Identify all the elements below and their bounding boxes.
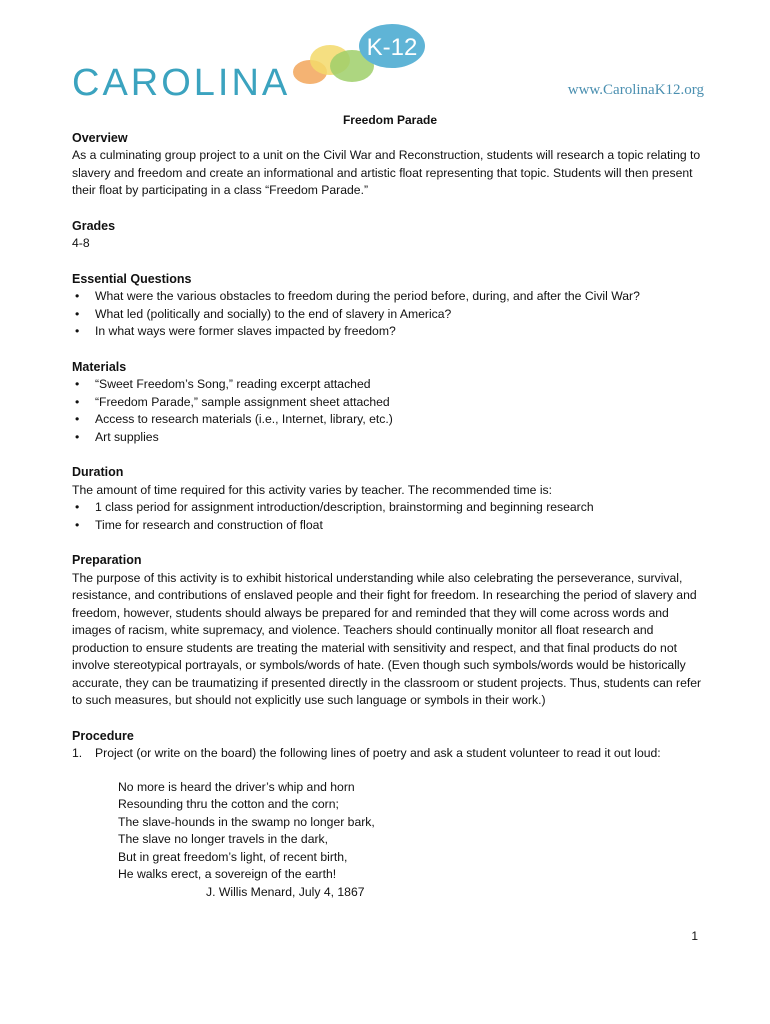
poem-attribution: J. Willis Menard, July 4, 1867 <box>206 885 365 900</box>
procedure-step <box>72 745 708 763</box>
document-body <box>72 112 708 902</box>
materials-list <box>72 376 708 446</box>
overview-text: As a culminating group project to a unit on the Civil War and Reconstruction, students will research a topic relating to slavery and freedom and create an informational and artistic float representing that topic. Students will then present their float by participating in a class “Freedom Parade.” <box>72 148 701 197</box>
poem-line: Resounding thru the cotton and the corn; <box>118 797 339 812</box>
list-item: • What were the various obstacles to freedom during the period before, during, and after the Civil War? <box>72 288 708 306</box>
logo-badge: K-12 <box>366 34 418 61</box>
step-text: Project (or write on the board) the following lines of poetry and ask a student volunteer to read it out loud: <box>95 746 661 760</box>
list-item: • “Freedom Parade,” sample assignment sheet attached <box>72 394 708 412</box>
list-item: • Access to research materials (i.e., Internet, library, etc.) <box>72 411 708 429</box>
poem-block <box>118 779 708 902</box>
poem-line: But in great freedom’s light, of recent birth, <box>118 849 348 864</box>
poem-line: He walks erect, a sovereign of the earth! <box>118 867 337 882</box>
carolina-k12-logo[interactable] <box>72 22 418 104</box>
grades-heading: Grades <box>72 218 116 233</box>
duration-heading: Duration <box>72 465 124 479</box>
list-item: • “Sweet Freedom’s Song,” reading excerpt attached <box>72 376 708 394</box>
poem-line: The slave no longer travels in the dark, <box>118 832 329 847</box>
poem-line: No more is heard the driver’s whip and horn <box>118 779 355 794</box>
preparation-heading: Preparation <box>72 553 142 567</box>
preparation-text: The purpose of this activity is to exhibit historical understanding while also celebrating the perseverance, survival, resistance, and contributions of enslaved people and their fight for freedom. In researching the period of slavery and freedom, however, students should always be prepared for and reminded that they will come across words and images of racism, white supremacy, and violence. Teachers should continually monitor all float research and production to ensure students are treating the material with sensitivity and respect, and that final products do not involve stereotypical portrayals, or symbols/words of hate. (Even though such symbols/words would be historically accurate, they can be traumatizing if presented directly in the classroom or student projects. Thus, students can refer to such measures, but should not explicitly use such language or symbols in their work.) <box>72 570 702 707</box>
list-item: • What led (politically and socially) to the end of slavery in America? <box>72 306 708 324</box>
list-item: • Time for research and construction of float <box>72 517 708 535</box>
list-item: • 1 class period for assignment introduction/description, brainstorming and beginning research <box>72 499 708 517</box>
procedure-steps <box>72 745 708 763</box>
list-item: • Art supplies <box>72 429 708 447</box>
duration-text: The amount of time required for this activity varies by teacher. The recommended time is: <box>72 482 553 497</box>
step-number: 1. <box>72 746 83 760</box>
materials-heading: Materials <box>72 359 127 374</box>
site-url-link[interactable]: www.CarolinaK12.org <box>567 82 704 98</box>
logo-wordmark: CAROLINA <box>72 62 291 104</box>
overview-heading: Overview <box>72 130 128 145</box>
page-number: 1 <box>691 929 698 943</box>
grades-text: 4-8 <box>72 236 90 250</box>
poem-line: The slave-hounds in the swamp no longer bark, <box>118 814 375 829</box>
duration-list <box>72 499 708 534</box>
speech-bubbles-icon <box>272 22 452 102</box>
essential-questions-heading: Essential Questions <box>72 271 192 286</box>
procedure-heading: Procedure <box>72 728 134 743</box>
essential-questions-list <box>72 288 708 341</box>
document-title: Freedom Parade <box>342 113 438 127</box>
list-item: • In what ways were former slaves impacted by freedom? <box>72 323 708 341</box>
